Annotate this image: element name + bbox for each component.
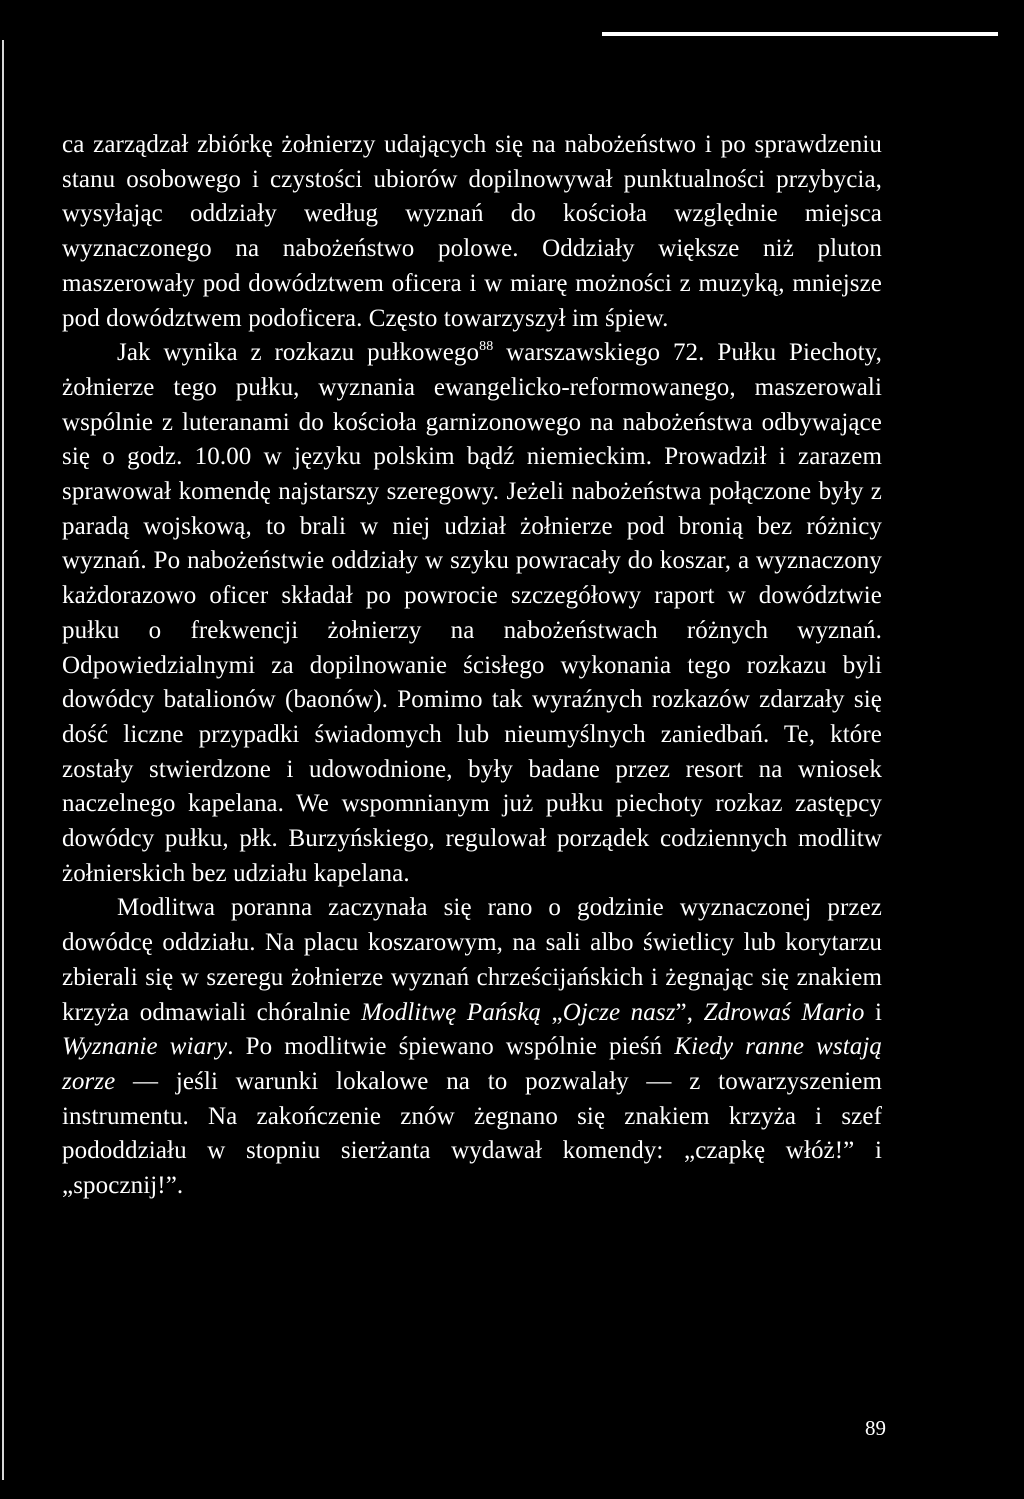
paragraph-3-part-2: „ [541,998,563,1026]
paragraph-3-part-4: i [864,998,882,1026]
page-number: 89 [865,1416,886,1440]
title-ojcze-nasz: Ojcze nasz [562,998,676,1026]
paragraph-3-part-1: Modlitwa poranna zaczynała się rano o godzinie wyznaczonej przez dowódcę oddziału. Na placu koszarowym, na sali albo świetlicy lub korytarzu zbierali się w szeregu żołnierze wyznań chrześcijańskich i żegnając się znakiem krzyża odmawiali chóralnie [62,894,882,1026]
left-margin-rule [2,40,4,1480]
title-zdrowas-mario: Zdrowaś Mario [703,998,865,1026]
paragraph-3-part-5: . Po modlitwie śpiewano wspólnie pieśń [227,1033,675,1061]
title-modlitwe-panska: Modlitwę Pańską [361,998,542,1026]
paragraph-3-part-3: ”, [675,998,704,1026]
title-kiedy-ranne-wstaja-zorze: Kiedy ranne wstają zorze [62,1033,882,1095]
paragraph-2 [62,336,882,891]
top-rule [602,32,998,36]
paragraph-2-lead: Jak wynika z rozkazu pułkowego [117,339,480,367]
paragraph-3-part-6: — jeśli warunki lokalowe na to pozwalały — z towarzyszeniem instrumentu. Na zakończenie znów żegnano się znakiem krzyża i szef pododdziału w stopniu sierżanta wydawał komendy: „czapkę włóż!” i „spocznij!”. [62,1067,882,1200]
title-wyznanie-wiary: Wyznanie wiary [62,1033,228,1061]
footnote-ref-88[interactable]: 88 [479,339,494,355]
page-body [62,128,882,1204]
paragraph-3 [62,891,882,1203]
paragraph-1: ca zarządzał zbiórkę żołnierzy udających się na nabożeństwo i po sprawdzeniu stanu osobowego i czystości ubiorów dopilnowywał punktualności przybycia, wysyłając oddziały według wyznań do kościoła względnie miejsca wyznaczonego na nabożeństwo polowe. Oddziały większe niż pluton maszerowały pod dowództwem oficera i w miarę możności z muzyką, mniejsze pod dowództwem podoficera. Często towarzyszył im śpiew. [62,131,882,332]
paragraph-2-rest: warszawskiego 72. Pułku Piechoty, żołnierze tego pułku, wyznania ewangelicko-reformowanego, maszerowali wspólnie z luteranami do kościoła garnizonowego na nabożeństwa odbywające się o godz. 10.00 w języku polskim bądź niemieckim. Prowadził i zarazem sprawował komendę najstarszy szeregowy. Jeżeli nabożeństwa połączone były z paradą wojskową, to brali w niej udział żołnierze pod bronią bez różnicy wyznań. Po nabożeństwie oddziały w szyku powracały do koszar, a wyznaczony każdorazowo oficer składał po powrocie szczegółowy raport w dowództwie pułku o frekwencji żołnierzy na nabożeństwach różnych wyznań. Odpowiedzialnymi za dopilnowanie ścisłego wykonania tego rozkazu byli dowódcy batalionów (baonów). Pomimo tak wyraźnych rozkazów zdarzały się dość liczne przypadki świadomych lub nieumyślnych zaniedbań. Te, które zostały stwierdzone i udowodnione, były badane przez resort na wniosek naczelnego kapelana. We wspomnianym już pułku piechoty rozkaz zastępcy dowódcy pułku, płk. Burzyńskiego, regulował porządek codziennych modlitw żołnierskich bez udziału kapelana. [62,339,882,887]
